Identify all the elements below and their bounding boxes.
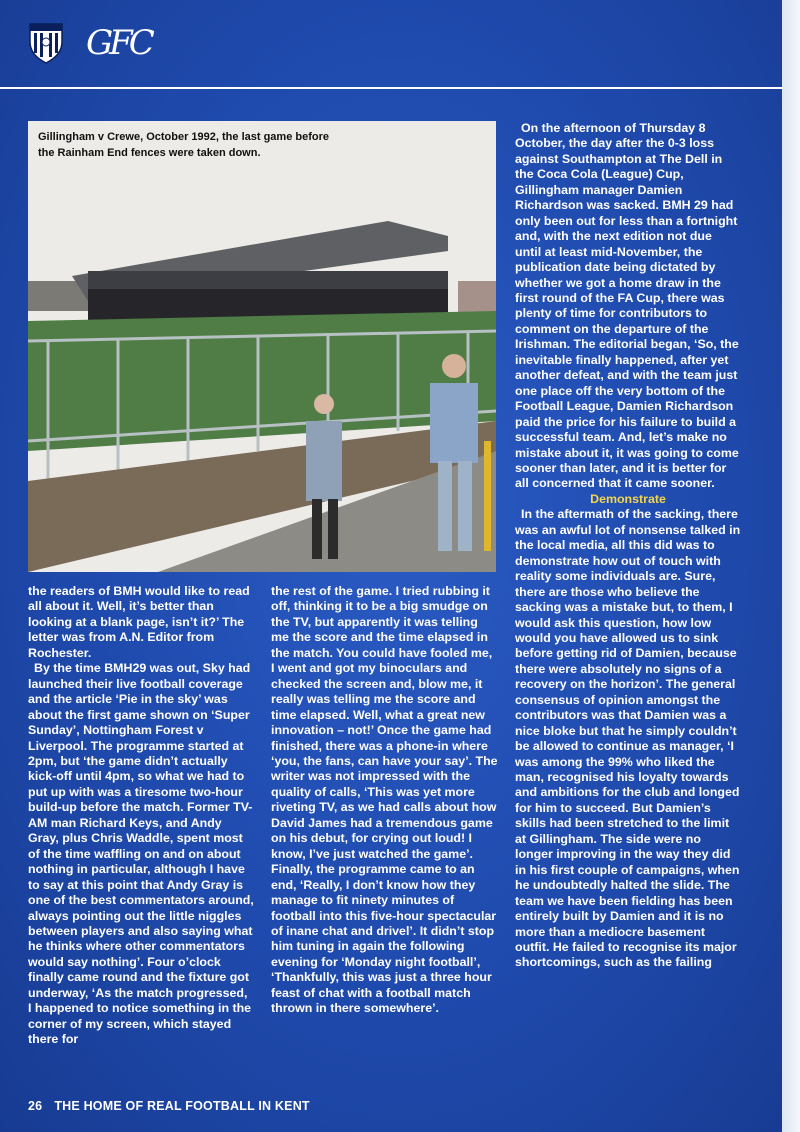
photo-caption: Gillingham v Crewe, October 1992, the last game before the Rainham End fences were taken down. [38,131,329,159]
paragraph: the readers of BMH would like to read all about it. Well, it’s better than looking at a blank page, isn’t it?’ The letter was from A.N. Editor from Rochester. [28,584,250,660]
page-edge [782,0,800,1132]
page-number: 26 [28,1099,43,1113]
footer-title: THE HOME OF REAL FOOTBALL IN KENT [54,1099,310,1113]
article-column-2 [271,584,499,1017]
paragraph: In the aftermath of the sacking, there was an awful lot of nonsense talked in the local media, all this did was to demonstrate how out of touch with reality some individuals are. Sure, there are those who believe the sacking was a mistake but, to them, I would ask this question, how low would you have allowed us to sink before getting rid of Damien, because there were absolutely no signs of a recovery on the horizon’. The general consensus of opinion amongst the contributors was that Damien was a nice bloke but that he simply couldn’t be allowed to continue as manager, ‘I was among the 99% who liked the man, recognised his loyalty towards and ambitions for the club and longed for him to succeed. But Damien’s skills had been stretched to the limit at Gillingham. The side were no longer improving in the way they did in his first couple of campaigns, when he undoubtedly halted the slide. The team we have been fielding has been entirely built by Damien and it is no more than a mediocre basement outfit. He failed to recognise its major shortcomings, such as the failing [515,507,741,970]
paragraph: By the time BMH29 was out, Sky had launched their live football coverage and the article ‘Pie in the sky’ was about the first game shown on ‘Super Sunday’, Nottingham Forest v Liverpool. The programme started at 2pm, but ‘the game didn’t actually kick-off until 4pm, so what we had to put up with was a tiresome two-hour build-up before the match. Former TV-AM man Richard Keys, and Andy Gray, plus Chris Waddle, spent most of the time waffling on and on about nothing in particular, although I have to say at this point that Andy Gray is one of the best commentators around, always pointing out the little niggles between players and also saying what he thinks where other commentators would say nothing’. Four o’clock finally came round and the fixture got underway, ‘As the match progressed, I happened to notice something in the corner of my screen, which stayed there for [28,661,254,1047]
club-crest-icon [28,20,64,64]
stadium-photo [28,121,496,572]
header-rule [0,87,782,89]
paragraph: the rest of the game. I tried rubbing it off, thinking it to be a big smudge on the TV, but apparently it was telling me the score and the time elapsed in the match. You could have fooled me, I went and got my binoculars and checked the screen and, blow me, it really was telling me the score and time elapsed. Well, what a great new innovation – not!’ Once the game had finished, there was a phone-in where ‘you, the fans, can have your say’. The writer was not impressed with the quality of calls, ‘This was yet more riveting TV, as we had calls about how David James had a tremendous game on his debut, for crying out loud! I know, I’ve just watched the game’. Finally, the programme came to an end, ‘Really, I don’t know how they manage to fit ninety minutes of football into this five-hour spectacular of inane chat and drivel’. It didn’t stop him tuning in again the following evening for ‘Monday night football’, ‘Thankfully, this was just a three hour feast of chat with a football match thrown in there somewhere’. [271,584,498,1016]
gfc-monogram-text: GFC [86,23,151,63]
page-footer [28,1099,310,1113]
article-column-3 [515,121,741,971]
paragraph: On the afternoon of Thursday 8 October, the day after the 0-3 loss against Southampton at The Dell in the Coca Cola (League) Cup, Gillingham manager Damien Richardson was sacked. BMH 29 had only been out for less than a fortnight and, with the next edition not due until at least mid-November, the publication date being dictated by whether we got a home draw in the first round of the FA Cup, there was plenty of time for contributors to comment on the departure of the Irishman. The editorial began, ‘So, the inevitable finally happened, after yet another defeat, and with the team just one place off the very bottom of the Football League, Damien Richardson paid the price for his failure to build a successful team. And, let’s make no mistake about it, it was going to come sooner than later, and it is better for all concerned that it came sooner. [515,121,739,491]
photo-figure [28,121,496,572]
subheading: Demonstrate [590,491,666,506]
article-column-1 [28,584,254,1048]
gfc-monogram-logo [84,18,160,66]
